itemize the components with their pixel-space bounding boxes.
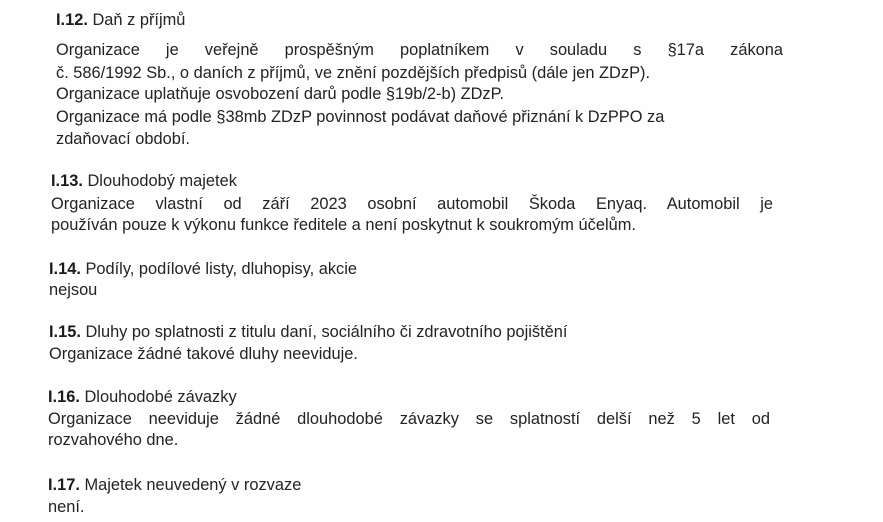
paragraph-line: není. xyxy=(48,498,85,516)
paragraph-line: nejsou xyxy=(49,281,98,299)
section-heading xyxy=(49,259,357,279)
paragraph-line: zdaňovací období. xyxy=(56,130,190,148)
paragraph-line: Organizace má podle §38mb ZDzP povinnost podávat daňové přiznání k DzPPO za xyxy=(56,108,665,126)
section-title: Dlouhodobé závazky xyxy=(84,388,237,406)
paragraph-line: používán pouze k výkonu funkce ředitele a není poskytnut k soukromým účelům. xyxy=(51,216,636,234)
section-number: I.13. xyxy=(51,172,83,190)
section-title: Dlouhodobý majetek xyxy=(87,172,237,190)
section-heading xyxy=(56,10,185,30)
section-title: Dluhy po splatnosti z titulu daní, sociálního či zdravotního pojištění xyxy=(85,323,568,341)
section-heading xyxy=(49,322,567,342)
section-title: Podíly, podílové listy, dluhopisy, akcie xyxy=(85,260,357,278)
paragraph-line: Organizace vlastní od září 2023 osobní automobil Škoda Enyaq. Automobil je xyxy=(51,195,773,213)
section-heading xyxy=(48,475,301,495)
section-number: I.17. xyxy=(48,476,80,494)
paragraph-line: Organizace uplatňuje osvobození darů podle §19b/2-b) ZDzP. xyxy=(56,85,504,103)
section-title: Daň z příjmů xyxy=(92,11,186,29)
section-number: I.14. xyxy=(49,260,81,278)
paragraph-line: Organizace žádné takové dluhy neeviduje. xyxy=(49,345,358,363)
section-number: I.12. xyxy=(56,11,88,29)
paragraph-line: rozvahového dne. xyxy=(48,431,179,449)
section-heading xyxy=(48,387,237,407)
paragraph-line: Organizace neeviduje žádné dlouhodobé závazky se splatností delší než 5 let od xyxy=(48,410,770,428)
section-heading xyxy=(51,171,237,191)
paragraph-line: Organizace je veřejně prospěšným poplatníkem v souladu s §17a zákona xyxy=(56,41,783,59)
section-number: I.15. xyxy=(49,323,81,341)
section-number: I.16. xyxy=(48,388,80,406)
section-title: Majetek neuvedený v rozvaze xyxy=(84,476,302,494)
paragraph-line: č. 586/1992 Sb., o daních z příjmů, ve znění pozdějších předpisů (dále jen ZDzP). xyxy=(56,64,651,82)
